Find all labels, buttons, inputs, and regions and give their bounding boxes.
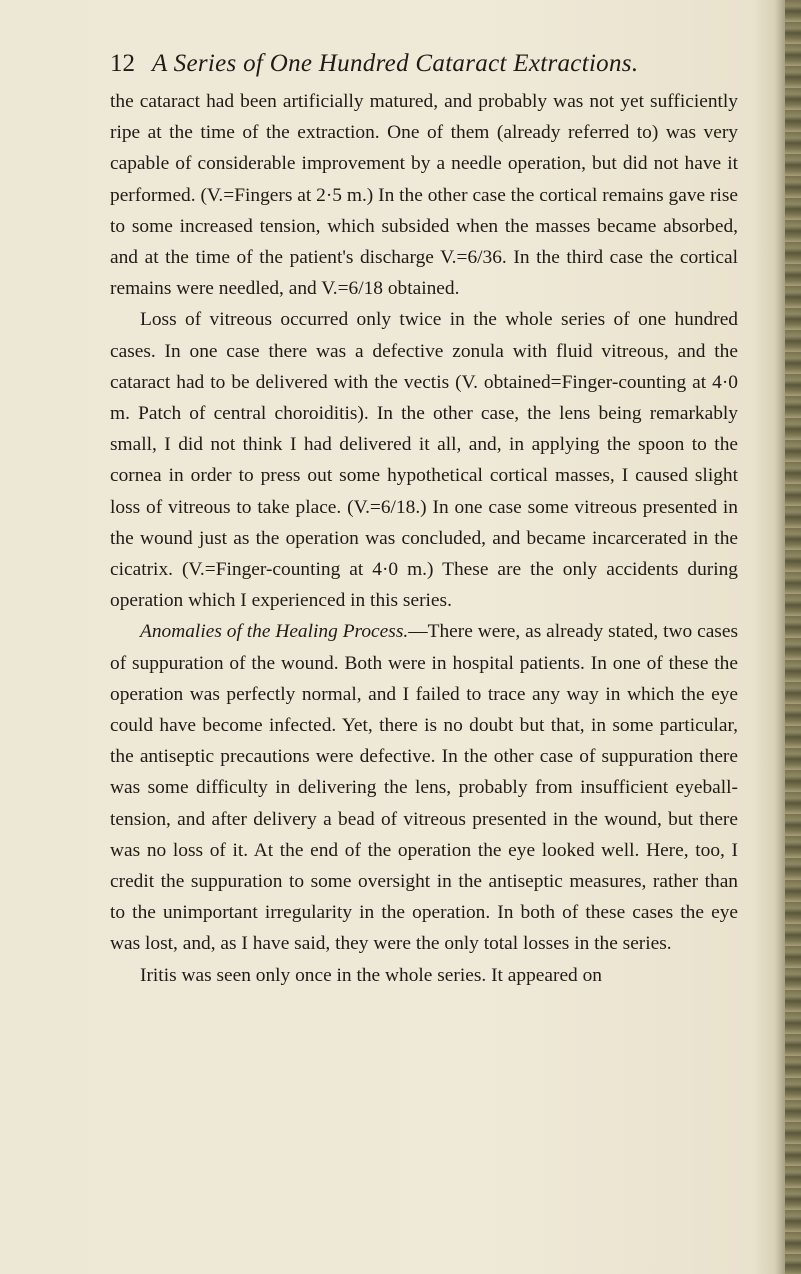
paragraph-continuation: the cataract had been artificially matured, and probably was not yet sufficiently ripe at the time of the extraction. One of them (already referred to) was very capable of considerable improvement by a needle operation, but did not have it performed. (V.=Fingers at 2·5 m.) In the other case the cortical remains gave rise to some increased tension, which subsided when the masses became absorbed, and at the time of the patient's discharge V.=6/36. In the third case the cortical remains were needled, and V.=6/18 obtained. (110, 91, 738, 300)
page-edge-strip (785, 0, 801, 1274)
paragraph-anomalies (110, 616, 738, 959)
paragraph-iritis: Iritis was seen only once in the whole series. It appeared on (140, 964, 602, 986)
page-heading: A Series of One Hundred Cataract Extractions. (152, 50, 639, 77)
body-text (110, 86, 738, 1246)
running-header (110, 44, 710, 84)
page-edge-shadow (775, 0, 785, 1274)
section-lead-heading: Anomalies of the Healing Process. (140, 621, 409, 643)
paragraph-loss-of-vitreous: Loss of vitreous occurred only twice in the whole series of one hundred cases. In one case there was a defective zonula with fluid vitreous, and the cataract had to be delivered with the vectis (V. obtained=Finger-counting at 4·0 m. Patch of central choroiditis). In the other case, the lens being remarkably small, I did not think I had delivered it all, and, in applying the spoon to the cornea in order to press out some hypothetical cortical masses, I caused slight loss of vitreous to take place. (V.=6/18.) In one case some vitreous presented in the wound just as the operation was concluded, and became incarcerated in the cicatrix. (V.=Finger-counting at 4·0 m.) These are the only accidents during operation which I experienced in this series. (110, 309, 738, 612)
paragraph-anomalies-text: —There were, as already stated, two cases of suppuration of the wound. Both were in hospital patients. In one of these the operation was perfectly normal, and I failed to trace any way in which the eye could have become infected. Yet, there is no doubt but that, in some particular, the antiseptic precautions were defective. In the other case of suppuration there was some difficulty in delivering the lens, probably from insufficient eyeball-tension, and after delivery a bead of vitreous presented in the wound, but there was no loss of it. At the end of the operation the eye looked well. Here, too, I credit the suppuration to some oversight in the antiseptic measures, rather than to the unimportant irregularity in the operation. In both of these cases the eye was lost, and, as I have said, they were the only total losses in the series. (110, 621, 738, 955)
page-number: 12 (110, 50, 135, 77)
